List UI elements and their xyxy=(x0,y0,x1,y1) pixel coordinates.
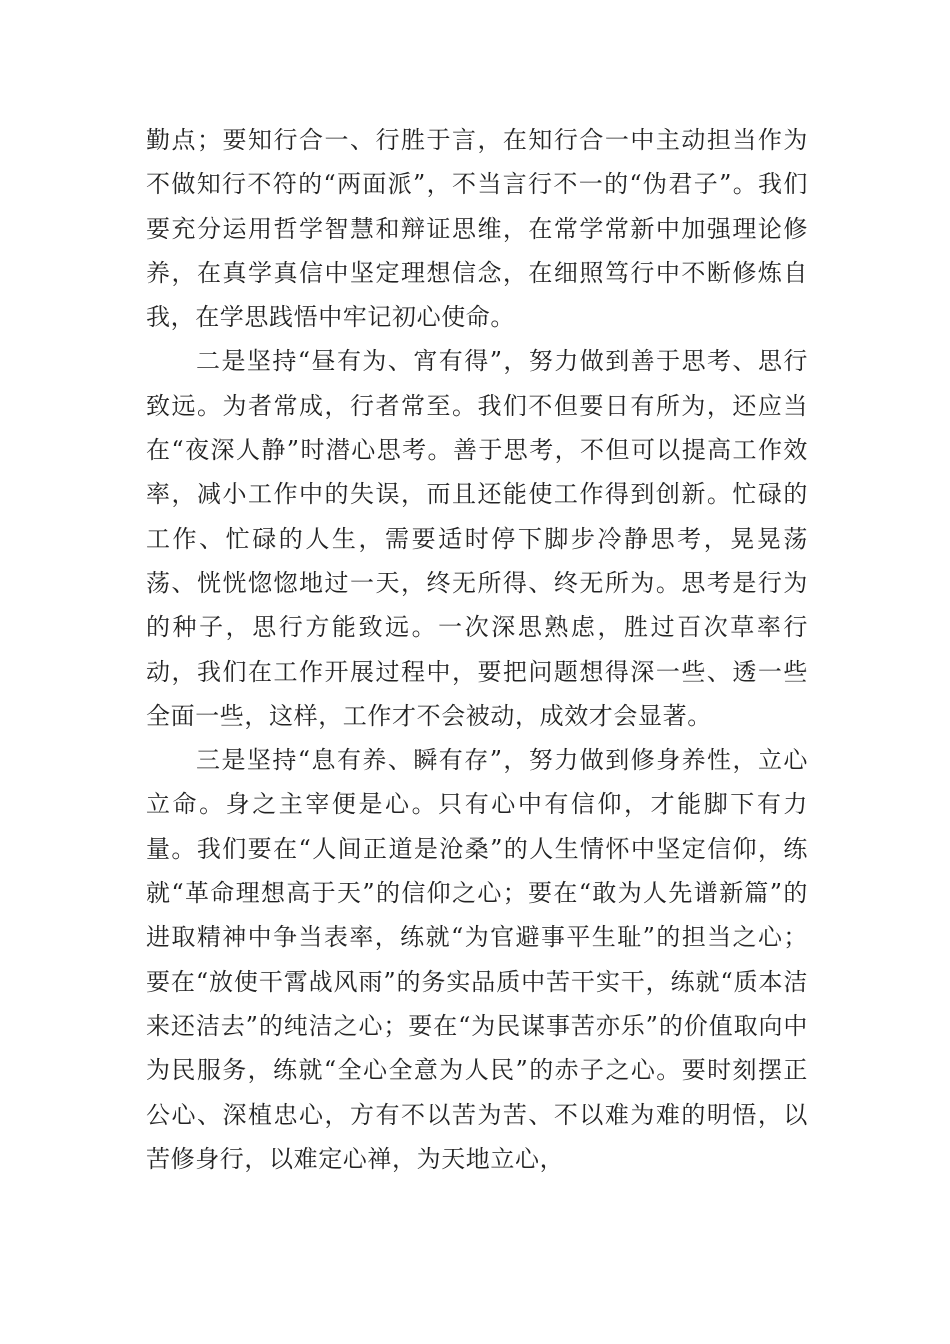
paragraph-continuation: 勤点；要知行合一、行胜于言，在知行合一中主动担当作为不做知行不符的“两面派”，不当言行不一的“伪君子”。我们要充分运用哲学智慧和辩证思维，在常学常新中加强理论修养，在真学真信中坚定理想信念，在细照笃行中不断修炼自我，在学思践悟中牢记初心使命。 xyxy=(146,126,808,332)
document-page xyxy=(146,118,808,1181)
paragraph-point-three: 三是坚持“息有养、瞬有存”，努力做到修身养性，立心立命。身之主宰便是心。只有心中有信仰，才能脚下有力量。我们要在“人间正道是沧桑”的人生情怀中坚定信仰，练就“革命理想高于天”的信仰之心；要在“敢为人先谱新篇”的进取精神中争当表率，练就“为官避事平生耻”的担当之心；要在“放使干霄战风雨”的务实品质中苦干实干，练就“质本洁来还洁去”的纯洁之心；要在“为民谋事苦亦乐”的价值取向中为民服务，练就“全心全意为人民”的赤子之心。要时刻摆正公心、深植忠心，方有不以苦为苦、不以难为难的明悟，以苦修身行，以难定心禅，为天地立心， xyxy=(146,746,808,1173)
paragraph-point-two: 二是坚持“昼有为、宵有得”，努力做到善于思考、思行致远。为者常成，行者常至。我们不但要日有所为，还应当在“夜深人静”时潜心思考。善于思考，不但可以提高工作效率，减小工作中的失误，而且还能使工作得到创新。忙碌的工作、忙碌的人生，需要适时停下脚步冷静思考，晃晃荡荡、恍恍惚惚地过一天，终无所得、终无所为。思考是行为的种子，思行方能致远。一次深思熟虑，胜过百次草率行动，我们在工作开展过程中，要把问题想得深一些、透一些全面一些，这样，工作才不会被动，成效才会显著。 xyxy=(146,347,808,730)
